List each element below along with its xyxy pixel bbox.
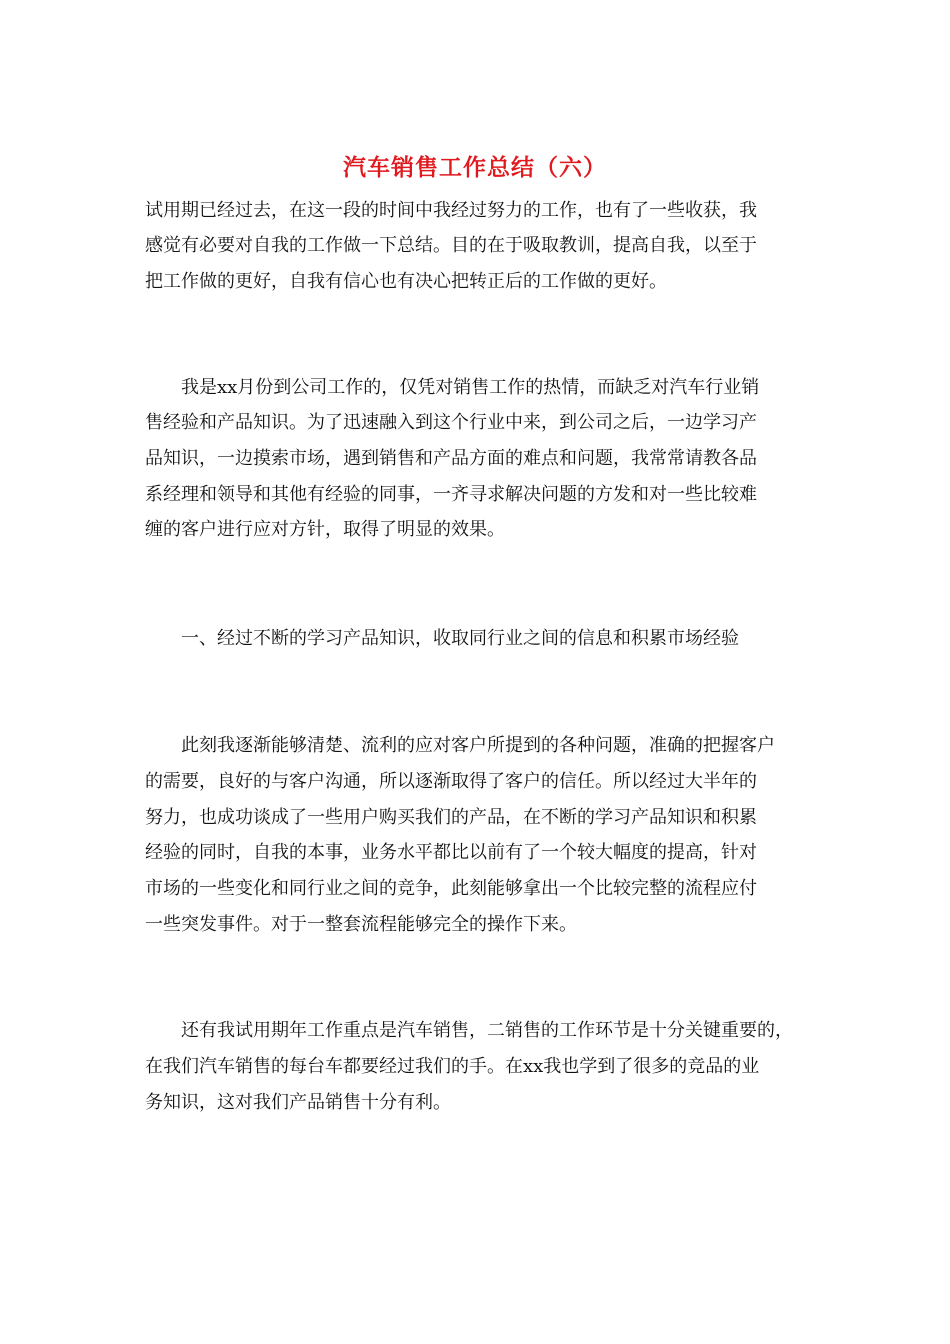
paragraph-3-line-4: 经验的同时，自我的本事，业务水平都比以前有了一个较大幅度的提高，针对 [145,842,757,863]
paragraph-2-line-5: 缠的客户进行应对方针，取得了明显的效果。 [145,519,505,540]
paragraph-2-line-1: 我是xx月份到公司工作的，仅凭对销售工作的热情，而缺乏对汽车行业销 [145,377,760,398]
paragraph-3-line-2: 的需要，良好的与客户沟通，所以逐渐取得了客户的信任。所以经过大半年的 [145,771,757,792]
paragraph-1-line-2: 感觉有必要对自我的工作做一下总结。目的在于吸取教训，提高自我，以至于 [145,235,757,256]
paragraph-2-line-2: 售经验和产品知识。为了迅速融入到这个行业中来，到公司之后，一边学习产 [145,412,757,433]
paragraph-3-line-3: 努力，也成功谈成了一些用户购买我们的产品，在不断的学习产品知识和积累 [145,807,757,828]
paragraph-2-line-3: 品知识，一边摸索市场，遇到销售和产品方面的难点和问题，我常常请教各品 [145,448,757,469]
document-title: 汽车销售工作总结（六） [343,154,607,181]
paragraph-1-line-1: 试用期已经过去，在这一段的时间中我经过努力的工作，也有了一些收获，我 [145,200,757,221]
paragraph-3-line-1: 此刻我逐渐能够清楚、流利的应对客户所提到的各种问题，准确的把握客户 [145,735,775,756]
paragraph-1-line-3: 把工作做的更好，自我有信心也有决心把转正后的工作做的更好。 [145,271,667,292]
paragraph-4-line-2: 在我们汽车销售的每台车都要经过我们的手。在xx我也学到了很多的竞品的业 [145,1056,760,1077]
paragraph-4-line-1: 还有我试用期年工作重点是汽车销售，二销售的工作环节是十分关键重要的， [145,1020,793,1041]
paragraph-3-line-6: 一些突发事件。对于一整套流程能够完全的操作下来。 [145,914,577,935]
paragraph-3-line-5: 市场的一些变化和同行业之间的竞争，此刻能够拿出一个比较完整的流程应付 [145,878,757,899]
paragraph-2-line-4: 系经理和领导和其他有经验的同事，一齐寻求解决问题的方发和对一些比较难 [145,484,757,505]
section-heading-1: 一、经过不断的学习产品知识，收取同行业之间的信息和积累市场经验 [145,628,739,649]
paragraph-4-line-3: 务知识，这对我们产品销售十分有利。 [145,1092,451,1113]
